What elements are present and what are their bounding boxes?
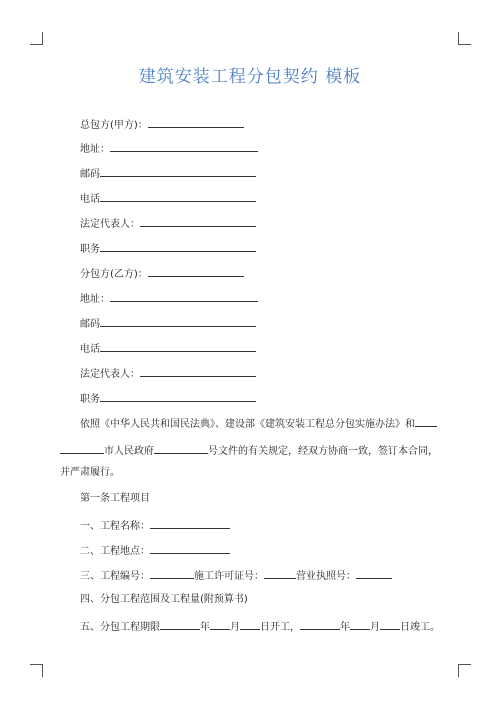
end-year-unit: 年: [340, 622, 350, 633]
preamble-blank-2[interactable]: [60, 442, 104, 454]
preamble-text-1: 依照《中华人民共和国民法典》、建设部《建筑安装工程总分包实施办法》和: [80, 419, 415, 430]
end-month-unit: 月: [370, 622, 380, 633]
party-a-address-row: [80, 140, 258, 157]
end-text: 日竣工。: [400, 622, 440, 633]
business-license-label: 营业执照号：: [296, 571, 356, 582]
start-year-blank[interactable]: [160, 618, 200, 630]
party-b-address-row: [80, 290, 258, 307]
party-b-position-label: 职务: [80, 394, 100, 405]
party-b-legal-rep-row: [80, 365, 256, 382]
party-b-legal-rep-blank[interactable]: [140, 365, 256, 377]
crop-mark-bottom-left: [30, 664, 43, 677]
preamble-blank-1[interactable]: [415, 415, 437, 427]
start-text: 日开工，: [260, 622, 300, 633]
party-b-name-label: 分包方(乙方)：: [80, 269, 148, 280]
party-b-phone-label: 电话: [80, 344, 100, 355]
crop-mark-top-right: [458, 32, 471, 45]
project-name-blank[interactable]: [150, 517, 230, 529]
crop-mark-top-left: [30, 32, 43, 45]
party-a-name-blank[interactable]: [148, 116, 244, 128]
article1-heading: 第一条工程项目: [80, 493, 150, 504]
party-b-phone-blank[interactable]: [100, 340, 256, 352]
permit-number-label: 施工许可证号：: [194, 571, 264, 582]
party-a-position-row: [80, 240, 256, 257]
party-a-position-label: 职务: [80, 244, 100, 255]
party-a-postcode-label: 邮码: [80, 169, 100, 180]
document-title: 建筑安装工程分包契约 模板: [138, 67, 362, 87]
party-a-legal-rep-label: 法定代表人：: [80, 219, 140, 230]
article1-item4: 四、分包工程范围及工程量(附预算书): [80, 594, 248, 605]
party-b-address-blank[interactable]: [110, 290, 258, 302]
article1-item2-row: [80, 542, 230, 559]
article1-item1-row: [80, 517, 230, 534]
party-b-legal-rep-label: 法定代表人：: [80, 369, 140, 380]
crop-mark-bottom-right: [458, 664, 471, 677]
article1-item5-row: [80, 618, 440, 635]
party-b-postcode-blank[interactable]: [100, 315, 256, 327]
party-b-postcode-label: 邮码: [80, 319, 100, 330]
start-day-blank[interactable]: [240, 618, 260, 630]
project-number-blank[interactable]: [150, 567, 194, 579]
party-a-address-blank[interactable]: [110, 140, 258, 152]
start-month-blank[interactable]: [210, 618, 230, 630]
party-a-position-blank[interactable]: [100, 240, 256, 252]
preamble-text-2b: 号文件的有关规定，经双方协商一致，签订本合同，: [208, 446, 438, 457]
party-b-name-blank[interactable]: [148, 265, 244, 277]
duration-label: 五、分包工程期限: [80, 622, 160, 633]
project-location-label: 二、工程地点：: [80, 546, 150, 557]
start-month-unit: 月: [230, 622, 240, 633]
party-a-phone-row: [80, 190, 256, 207]
party-a-legal-rep-row: [80, 215, 256, 232]
project-number-label: 三、工程编号：: [80, 571, 150, 582]
project-name-label: 一、工程名称：: [80, 521, 150, 532]
party-a-phone-label: 电话: [80, 194, 100, 205]
party-a-name-label: 总包方(甲方)：: [80, 120, 148, 131]
preamble-line-1: [80, 415, 437, 432]
preamble-line-2: [60, 442, 452, 459]
end-day-blank[interactable]: [380, 618, 400, 630]
article1-item3-row: [80, 567, 392, 584]
preamble-line-3: 并严肃履行。: [60, 467, 120, 478]
preamble-text-2a: 市人民政府: [104, 446, 154, 457]
start-year-unit: 年: [200, 622, 210, 633]
project-location-blank[interactable]: [150, 542, 230, 554]
preamble-blank-3[interactable]: [154, 442, 208, 454]
party-b-postcode-row: [80, 315, 256, 332]
party-a-name-row: [80, 116, 244, 133]
party-a-legal-rep-blank[interactable]: [140, 215, 256, 227]
party-b-address-label: 地址：: [80, 294, 110, 305]
party-a-phone-blank[interactable]: [100, 190, 256, 202]
party-a-postcode-blank[interactable]: [100, 165, 256, 177]
end-year-blank[interactable]: [300, 618, 340, 630]
permit-number-blank[interactable]: [264, 567, 296, 579]
end-month-blank[interactable]: [350, 618, 370, 630]
party-a-postcode-row: [80, 165, 256, 182]
party-b-name-row: [80, 265, 244, 282]
party-b-position-row: [80, 390, 256, 407]
party-a-address-label: 地址：: [80, 144, 110, 155]
party-b-position-blank[interactable]: [100, 390, 256, 402]
party-b-phone-row: [80, 340, 256, 357]
business-license-blank[interactable]: [356, 567, 392, 579]
